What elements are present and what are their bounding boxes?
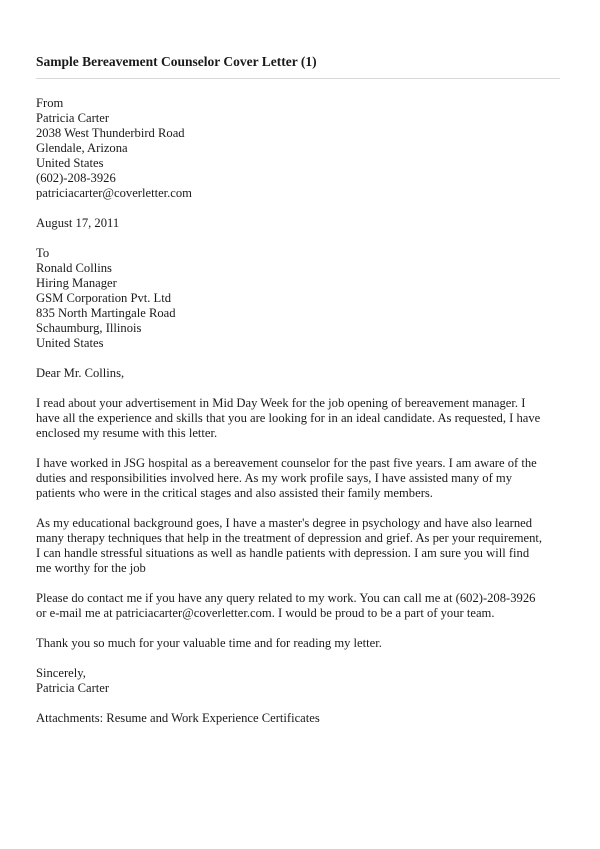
letter-date: August 17, 2011	[36, 216, 120, 230]
sender-heading: From	[36, 96, 64, 110]
recipient-block	[36, 246, 568, 351]
paragraph-line: I read about your advertisement in Mid Day Week for the job opening of bereavement manager. I	[36, 396, 526, 410]
paragraph-line: patients who were in the critical stages and also assisted their family members.	[36, 486, 433, 500]
sender-email: patriciacarter@coverletter.com	[36, 186, 192, 200]
recipient-name: Ronald Collins	[36, 261, 112, 275]
sender-name: Patricia Carter	[36, 111, 110, 125]
salutation-block	[36, 366, 568, 381]
paragraph-line: I have worked in JSG hospital as a bereavement counselor for the past five years. I am aware of the	[36, 456, 537, 470]
paragraph-line: have all the experience and skills that you are looking for in an ideal candidate. As requested, I have	[36, 411, 541, 425]
body-paragraph	[36, 396, 568, 441]
closing-block	[36, 666, 568, 696]
recipient-city-state: Schaumburg, Illinois	[36, 321, 142, 335]
title-divider	[36, 78, 560, 79]
body-paragraph	[36, 636, 568, 651]
paragraph-line: duties and responsibilities involved here. As my work profile says, I have assisted many of my	[36, 471, 513, 485]
paragraph-line: enclosed my resume with this letter.	[36, 426, 218, 440]
paragraph-line: me worthy for the job	[36, 561, 146, 575]
paragraph-line: Thank you so much for your valuable time and for reading my letter.	[36, 636, 382, 650]
sender-country: United States	[36, 156, 104, 170]
recipient-heading: To	[36, 246, 50, 260]
sender-phone: (602)-208-3926	[36, 171, 116, 185]
letter-date-block	[36, 216, 568, 231]
recipient-company: GSM Corporation Pvt. Ltd	[36, 291, 172, 305]
paragraph-line: Please do contact me if you have any query related to my work. You can call me at (602)-208-3926	[36, 591, 536, 605]
letter-body	[36, 96, 568, 726]
paragraph-line: As my educational background goes, I have a master's degree in psychology and have also learned	[36, 516, 533, 530]
body-paragraph	[36, 591, 568, 621]
attachments-block	[36, 711, 568, 726]
recipient-country: United States	[36, 336, 104, 350]
document-title: Sample Bereavement Counselor Cover Letter (1)	[36, 54, 317, 69]
paragraph-line: or e-mail me at patriciacarter@coverletter.com. I would be proud to be a part of your team.	[36, 606, 495, 620]
signature-name: Patricia Carter	[36, 681, 110, 695]
valediction: Sincerely,	[36, 666, 86, 680]
sender-street: 2038 West Thunderbird Road	[36, 126, 185, 140]
attachments-note: Attachments: Resume and Work Experience Certificates	[36, 711, 320, 725]
paragraph-line: I can handle stressful situations as well as handle patients with depression. I am sure you will find	[36, 546, 530, 560]
sender-block	[36, 96, 568, 201]
body-paragraph	[36, 456, 568, 501]
recipient-street: 835 North Martingale Road	[36, 306, 176, 320]
body-paragraph	[36, 516, 568, 576]
paragraph-line: many therapy techniques that help in the treatment of depression and grief. As per your requirement,	[36, 531, 543, 545]
sender-city-state: Glendale, Arizona	[36, 141, 128, 155]
salutation: Dear Mr. Collins,	[36, 366, 125, 380]
recipient-title: Hiring Manager	[36, 276, 117, 290]
